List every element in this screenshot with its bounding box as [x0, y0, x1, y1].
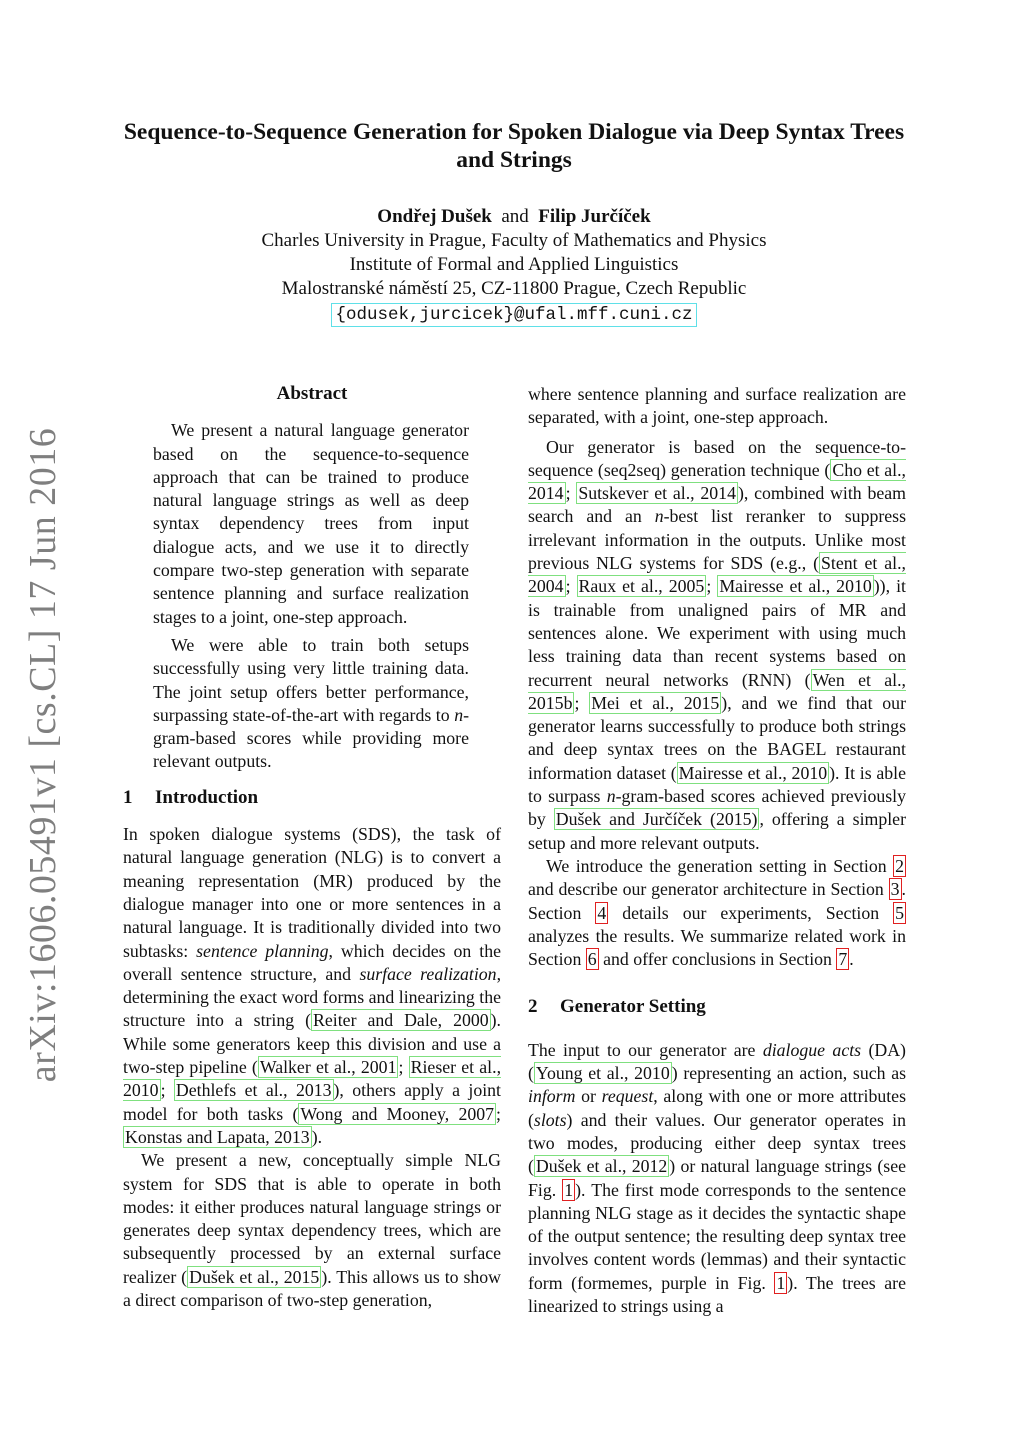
affiliation-university: Charles University in Prague, Faculty of Mathematics and Physics [261, 230, 767, 251]
citation-link[interactable]: Reiter and Dale, 2000 [313, 1010, 489, 1031]
citation-link[interactable]: Wen et al., 2015b [528, 669, 906, 713]
arxiv-identifier-stamp [14, 427, 72, 1083]
figure-ref-link[interactable]: 1 [564, 1179, 574, 1200]
citation-link[interactable]: Sutskever et al., 2014 [578, 483, 736, 504]
paper-title: Sequence-to-Sequence Generation for Spoken Dialogue via Deep Syntax Trees and Strings [123, 119, 905, 173]
section-1-heading: 1 Introduction [123, 786, 259, 808]
abstract-heading: Abstract [276, 383, 348, 404]
citation-link[interactable]: Dethlefs et al., 2013 [175, 1080, 332, 1101]
right-column [528, 383, 906, 1318]
section-ref-link[interactable]: 4 [597, 902, 607, 923]
section-ref-link[interactable]: 7 [838, 949, 848, 970]
section-ref-link[interactable]: 6 [587, 949, 597, 970]
author-2: Filip Jurčíček [538, 206, 651, 227]
section-2-paragraph-1: The input to our generator are dialogue acts (DA) ( Young et al., 2010 ) representing an action, such as inform or request, along with one or more attributes (slots) and their values. Our generator operates in two modes, producing either deep syntax trees ( Dušek et al., 2012 ) or natural language strings (see Fig. 1 ). The first mode corresponds to the sentence planning NLG stage as it decides the syntactic shape of the output sentence; the resulting deep syntax tree involves content words (lemmas) and their syntactic form (formemes, purple in Fig. 1 ). The trees are linearized to strings using a [528, 1039, 907, 1316]
citation-link[interactable]: Stent et al., 2004 [528, 553, 906, 597]
citation-link[interactable]: Dušek and Jurčíček (2015) [555, 809, 758, 830]
citation-link[interactable]: Raux et al., 2005 [578, 576, 705, 597]
intro-paragraph-2: We present a new, conceptually simple NLG system for SDS that is able to operate in both modes: it either produces natural language strings or generates deep syntax dependency trees, which are subsequently processed by an external surface realizer ( Dušek et al., 2015 ). This allows us to show a direct comparison of two-step generation, [123, 1150, 501, 1310]
citation-link[interactable]: Dušek et al., 2012 [535, 1156, 668, 1177]
figure-ref-link[interactable]: 1 [776, 1272, 786, 1293]
abstract-paragraph-2: We were able to train both setups successfully using very little training data. The joint setup offers better performance, surpassing state-of-the-art with regards to n-gram-based scores while providing more relevant outputs. [153, 634, 469, 772]
abstract-body [123, 419, 501, 773]
citation-link[interactable]: Dušek et al., 2015 [189, 1266, 320, 1287]
left-column [123, 382, 501, 1312]
author-email-link[interactable]: {odusek,jurcicek}@ufal.mff.cuni.cz [331, 303, 696, 327]
citation-link[interactable]: Rieser et al., 2010 [123, 1057, 502, 1101]
arxiv-identifier-text: arXiv:1606.05491v1 [cs.CL] 17 Jun 2016 [22, 427, 65, 1083]
author-block [110, 205, 918, 327]
author-1: Ondřej Dušek [377, 206, 492, 227]
intro-paragraph-4: We introduce the generation setting in Section 2 and describe our generator architecture in Section 3 . Section 4 details our experiments, Section 5 analyzes the results. We summarize related work in Section 6 and offer conclusions in Section 7 . [528, 855, 906, 970]
citation-link[interactable]: Young et al., 2010 [535, 1063, 670, 1084]
section-ref-link[interactable]: 2 [895, 855, 904, 876]
citation-link[interactable]: Wong and Mooney, 2007 [300, 1103, 495, 1124]
citation-link[interactable]: Cho et al., 2014 [528, 459, 906, 504]
section-ref-link[interactable]: 3 [890, 879, 900, 900]
citation-link[interactable]: Mei et al., 2015 [591, 692, 720, 713]
citation-link[interactable]: Mairesse et al., 2010 [678, 762, 828, 783]
author-names [110, 205, 918, 229]
citation-link[interactable]: Mairesse et al., 2010 [719, 576, 872, 597]
citation-link[interactable]: Walker et al., 2001 [259, 1057, 397, 1078]
abstract-paragraph-1: We present a natural language generator based on the sequence-to-sequence approach that can be trained to produce natural language strings as well as deep syntax dependency trees from input dialogue acts, and we use it to directly compare two-step generation with separate sentence planning and surface realization stages to a joint, one-step approach. [153, 420, 469, 627]
citation-link[interactable]: Konstas and Lapata, 2013 [125, 1126, 310, 1147]
intro-paragraph-2-continued: where sentence planning and surface realization are separated, with a joint, one-step approach. [528, 384, 906, 428]
affiliation-address: Malostranské náměstí 25, CZ-11800 Prague, Czech Republic [281, 278, 747, 299]
intro-paragraph-1: In spoken dialogue systems (SDS), the task of natural language generation (NLG) is to convert a meaning representation (MR) produced by the dialogue manager into one or more sentences in a natural language. It is traditionally divided into two subtasks: sentence planning, which decides on the overall sentence structure, and surface realization, determining the exact word forms and linearizing the structure into a string ( Reiter and Dale, 2000 ). While some generators keep this division and use a two-step pipeline ( Walker et al., 2001 ; Rieser et al., 2010 ; Dethlefs et al., 2013 ), others apply a joint model for both tasks ( Wong and Mooney, 2007 ; Konstas and Lapata, 2013 ). [123, 824, 502, 1147]
intro-paragraph-3: Our generator is based on the sequence-to-sequence (seq2seq) generation technique ( Cho et al., 2014 ; Sutskever et al., 2014 ), combined with beam search and an n-best list reranker to suppress irrelevant information in the outputs. Unlike most previous NLG systems for SDS (e.g., ( Stent et al., 2004 ; Raux et al., 2005 ; Mairesse et al., 2010 )), it is trainable from unaligned pairs of MR and sentences alone. We experiment with using much less training data than recent systems based on recurrent neural networks (RNN) ( Wen et al., 2015b ; Mei et al., 2015 ), and we find that our generator learns successfully to produce both strings and deep syntax trees on the BAGEL restaurant information dataset ( Mairesse et al., 2010 ). It is able to surpass n-gram-based scores achieved previously by Dušek and Jurčíček (2015) , offering a simpler setup and more relevant outputs. [528, 436, 907, 853]
section-ref-link[interactable]: 5 [895, 902, 905, 923]
affiliation-institute: Institute of Formal and Applied Linguistics [349, 254, 679, 275]
section-2-heading: 2 Generator Setting [528, 996, 706, 1018]
author-conjunction: and [501, 206, 529, 227]
